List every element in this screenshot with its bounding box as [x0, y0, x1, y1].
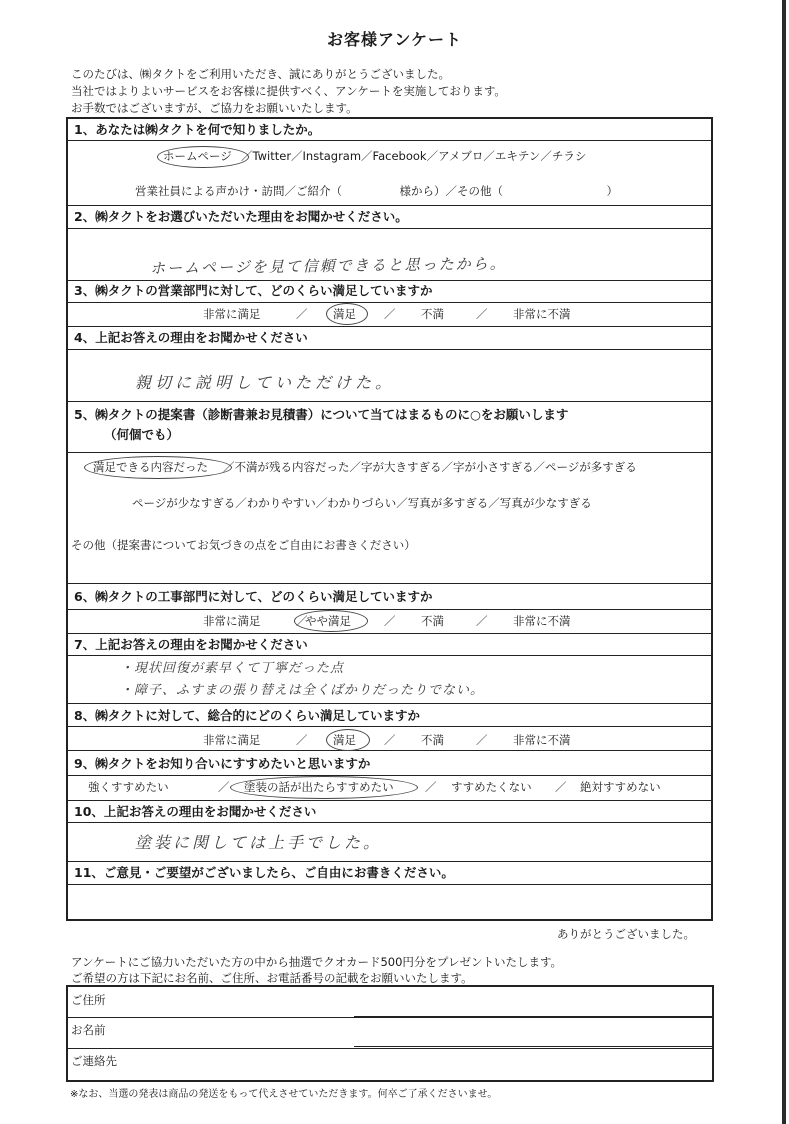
q4-handwritten-answer: 親切に説明していただけた。	[135, 373, 396, 392]
divider	[66, 302, 713, 303]
q3-very-unsatisfied[interactable]: 非常に不満	[513, 307, 571, 321]
divider	[66, 800, 713, 801]
divider	[68, 1017, 712, 1018]
divider	[66, 703, 713, 704]
q5-options-line-1: ／不満が残る内容だった／字が大きすぎる／字が小さすぎる／ページが多すぎる	[223, 460, 637, 474]
divider	[66, 750, 713, 751]
divider	[66, 401, 713, 402]
divider	[66, 726, 713, 727]
q9-option-strongly-recommend[interactable]: 強くすすめたい	[88, 780, 169, 794]
q4-label: 4、上記お答えの理由をお聞かせください	[74, 330, 308, 345]
q9-option-not-recommend[interactable]: すすめたくない	[451, 780, 532, 794]
q2-handwritten-answer: ホームページを見て信頼できると思ったから。	[149, 254, 507, 278]
divider	[66, 280, 713, 281]
q5-other-prompt: その他（提案書についてお気づきの点をご自由にお書きください）	[71, 538, 416, 552]
q8-satisfied[interactable]: 満足	[333, 733, 356, 747]
q9-sep: ／	[555, 780, 567, 794]
q9-option-never-recommend[interactable]: 絶対すすめない	[580, 780, 661, 794]
divider	[66, 140, 713, 141]
campaign-line-1: アンケートにご協力いただいた方の中から抽選でクオカード500円分をプレゼントいたします。	[71, 955, 563, 969]
q8-sep: ／	[384, 733, 396, 747]
divider	[66, 633, 713, 634]
divider	[66, 861, 713, 862]
phone-label: ご連絡先	[71, 1054, 117, 1068]
q2-label: 2、㈱タクトをお選びいただいた理由をお聞かせください。	[74, 209, 408, 224]
address-field[interactable]	[354, 1016, 712, 1017]
q3-very-satisfied[interactable]: 非常に満足	[203, 307, 261, 321]
q9-option-recommend-if-painting[interactable]: 塗装の話が出たらすすめたい	[244, 780, 394, 794]
divider	[66, 452, 713, 453]
thanks-text: ありがとうございました。	[557, 927, 695, 941]
divider	[66, 609, 713, 610]
q8-sep: ／	[296, 733, 308, 747]
q1-options-line-1: ／Twitter／Instagram／Facebook／アメブロ／エキテン／チラシ	[241, 149, 587, 163]
contact-form	[66, 985, 714, 1082]
q8-very-unsatisfied[interactable]: 非常に不満	[513, 733, 571, 747]
intro-line-2: 当社ではよりよいサービスをお客様に提供すべく、アンケートを実施しております。	[71, 84, 506, 98]
q6-unsatisfied[interactable]: 不満	[421, 614, 444, 628]
scan-edge	[782, 0, 786, 1124]
q3-sep: ／	[384, 307, 396, 321]
q5-options-line-2: ページが少なすぎる／わかりやすい／わかりづらい／写真が多すぎる／写真が少なすぎる	[132, 496, 592, 510]
q11-label: 11、ご意見・ご要望がございましたら、ご自由にお書きください。	[74, 865, 454, 880]
q10-handwritten-answer: 塗装に関しては上手でした。	[135, 833, 383, 852]
q9-sep: ／	[218, 780, 230, 794]
q3-satisfied[interactable]: 満足	[333, 307, 356, 321]
q3-unsatisfied[interactable]: 不満	[421, 307, 444, 321]
intro-line-3: お手数ではございますが、ご協力をお願いいたします。	[71, 101, 358, 115]
q3-sep: ／	[476, 307, 488, 321]
divider	[66, 655, 713, 656]
q6-very-satisfied[interactable]: 非常に満足	[203, 614, 261, 628]
q6-very-unsatisfied[interactable]: 非常に不満	[513, 614, 571, 628]
q5-label-line-2: （何個でも）	[104, 427, 180, 442]
q7-handwritten-answer-1: ・現状回復が素早くて丁寧だった点	[120, 661, 345, 676]
q5-label-line-1: 5、㈱タクトの提案書（診断書兼お見積書）について当てはまるものに○をお願いします	[74, 407, 569, 422]
q9-sep: ／	[425, 780, 437, 794]
address-label: ご住所	[71, 993, 106, 1007]
q6-label: 6、㈱タクトの工事部門に対して、どのくらい満足していますか	[74, 589, 433, 604]
divider	[66, 775, 713, 776]
q1-label: 1、あなたは㈱タクトを何で知りましたか。	[74, 122, 321, 137]
divider	[66, 583, 713, 584]
divider	[66, 884, 713, 885]
q9-label: 9、㈱タクトをお知り合いにすすめたいと思いますか	[74, 756, 371, 771]
q7-handwritten-answer-2: ・障子、ふすまの張り替えは全くばかりだったりでない。	[120, 683, 485, 698]
divider	[66, 326, 713, 327]
divider	[66, 349, 713, 350]
q7-label: 7、上記お答えの理由をお聞かせください	[74, 637, 308, 652]
q8-label: 8、㈱タクトに対して、総合的にどのくらい満足していますか	[74, 708, 420, 723]
q3-label: 3、㈱タクトの営業部門に対して、どのくらい満足していますか	[74, 283, 433, 298]
q8-very-satisfied[interactable]: 非常に満足	[203, 733, 261, 747]
divider	[66, 205, 713, 206]
q8-sep: ／	[476, 733, 488, 747]
q1-option-homepage[interactable]: ホームページ	[163, 149, 232, 163]
name-label: お名前	[71, 1023, 106, 1037]
q3-sep: ／	[296, 307, 308, 321]
q8-unsatisfied[interactable]: 不満	[421, 733, 444, 747]
q5-option-satisfying-content[interactable]: 満足できる内容だった	[93, 460, 208, 474]
divider	[66, 822, 713, 823]
q6-somewhat-satisfied[interactable]: やや満足	[305, 614, 351, 628]
q6-sep: ／	[476, 614, 488, 628]
q6-sep: ／	[384, 614, 396, 628]
divider	[68, 1048, 712, 1049]
name-field[interactable]	[354, 1046, 712, 1047]
q10-label: 10、上記お答えの理由をお聞かせください	[74, 804, 317, 819]
intro-line-1: このたびは、㈱タクトをご利用いただき、誠にありがとうございました。	[71, 67, 451, 81]
page-title: お客様アンケート	[326, 30, 463, 49]
q1-options-line-2: 営業社員による声かけ・訪問／ご紹介（ 様から）／その他（ ）	[135, 184, 618, 198]
divider	[66, 228, 713, 229]
footnote: ※なお、当選の発表は商品の発送をもって代えさせていただきます。何卒ご了承くださいませ。	[70, 1089, 498, 1100]
campaign-line-2: ご希望の方は下記にお名前、ご住所、お電話番号の記載をお願いいたします。	[71, 971, 473, 985]
q6-sep: ／	[296, 614, 308, 628]
